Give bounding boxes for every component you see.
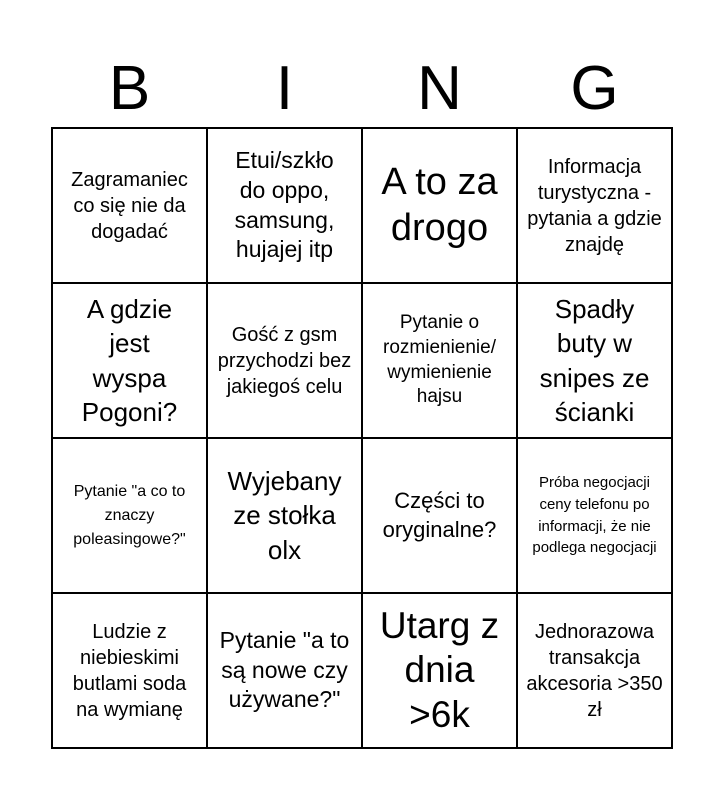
bingo-cell-r1c1[interactable]	[53, 129, 208, 284]
cell-text: Pytanie "a to są nowe czy używane?"	[219, 626, 350, 713]
cell-text: Próba negocjacji ceny telefonu po informacji, że nie podlega negocjacji	[532, 474, 657, 557]
cell-text: Informacja turystyczna - pytania a gdzie znajdę	[527, 155, 662, 256]
cell-text: Części to oryginalne?	[382, 487, 497, 542]
cell-text: A to za drogo	[381, 160, 498, 249]
bingo-cell-r4c2[interactable]	[208, 594, 363, 749]
bingo-cell-r1c4[interactable]	[518, 129, 673, 284]
header-letter-i: I	[275, 54, 294, 123]
cell-text: Jednorazowa transakcja akcesoria >350 zł	[526, 620, 663, 721]
cell-text: Utarg z dnia >6k	[379, 604, 500, 735]
bingo-cell-r3c4[interactable]	[518, 439, 673, 594]
bingo-grid	[51, 127, 673, 749]
bingo-cell-r1c3[interactable]	[363, 129, 518, 284]
cell-text: A gdzie jest wyspa Pogoni?	[81, 293, 178, 427]
bingo-cell-r2c4[interactable]	[518, 284, 673, 439]
cell-text: Etui/szkło do oppo, samsung, hujajej itp	[234, 146, 335, 263]
cell-text: Ludzie z niebieskimi butlami soda na wymianę	[72, 620, 187, 721]
header-letter-g: G	[570, 54, 619, 123]
bingo-cell-r4c1[interactable]	[53, 594, 208, 749]
cell-text: Pytanie "a co to znaczy poleasingowe?"	[73, 482, 186, 548]
bingo-cell-r3c3[interactable]	[363, 439, 518, 594]
cell-text: Gość z gsm przychodzi bez jakiegoś celu	[217, 323, 352, 398]
cell-text: Spadły buty w snipes ze ścianki	[539, 293, 650, 427]
bingo-header	[52, 50, 672, 128]
header-letter-b: B	[108, 54, 151, 123]
bingo-cell-r3c1[interactable]	[53, 439, 208, 594]
cell-text: Zagramaniec co się nie da dogadać	[71, 168, 188, 243]
bingo-cell-r2c2[interactable]	[208, 284, 363, 439]
bingo-cell-r4c4[interactable]	[518, 594, 673, 749]
bingo-cell-r2c1[interactable]	[53, 284, 208, 439]
bingo-cell-r4c3[interactable]	[363, 594, 518, 749]
cell-text: Wyjebany ze stołka olx	[227, 466, 342, 565]
bingo-cell-r3c2[interactable]	[208, 439, 363, 594]
cell-text: Pytanie o rozmienienie/ wymienienie hajsu	[383, 312, 496, 408]
bingo-cell-r2c3[interactable]	[363, 284, 518, 439]
header-letter-n: N	[417, 54, 462, 123]
bingo-cell-r1c2[interactable]	[208, 129, 363, 284]
